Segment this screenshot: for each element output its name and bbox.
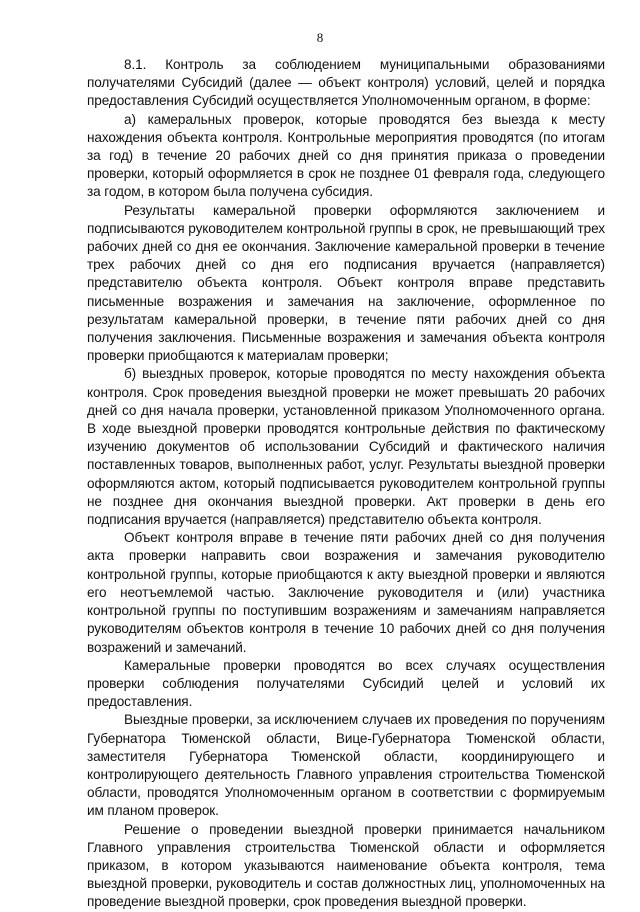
paragraph-objections: Объект контроля вправе в течение пяти рабочих дней со дня получения акта проверки направить свои возражения и замечания руководителю контрольной группы, которые приобщаются к акту выездной проверки и являются его неотъемлемой частью. Заключение руководителя и (или) участника контрольной группы по поступившим возражениям и замечаниям направляется руководителям объектов контроля в течение 10 рабочих дней со дня получения возражений и замечаний. <box>87 530 605 655</box>
paragraph-field-audit-decision: Решение о проведении выездной проверки принимается начальником Главного управления строительства Тюменской области и оформляется приказом, в котором указываются наименование объекта контроля, тема выездной проверки, руководитель и состав должностных лиц, уполномоченных на проведение выездной проверки, срок проведения выездной проверки. <box>87 821 605 910</box>
paragraph-field-audit-plan: Выездные проверки, за исключением случаев их проведения по поручениям Губернатора Тюменской области, Вице-Губернатора Тюменской области, заместителя Губернатора Тюменской области, координирующего и контролирующего деятельность Главного управления строительства Тюменской области, проводятся Уполномоченным органом в соответствии с формируемым им планом проверок. <box>87 712 605 819</box>
document-body <box>87 56 605 912</box>
paragraph-desk-audit-scope: Камеральные проверки проводятся во всех случаях осуществления проверки соблюдения получателями Субсидий целей и условий их предоставления. <box>87 657 605 710</box>
paragraph-field-audits: б) выездных проверок, которые проводятся по месту нахождения объекта контроля. Срок проведения выездной проверки не может превышать 20 рабочих дней со дня начала проверки, установленной приказом Уполномоченного органа. В ходе выездной проверки проводятся контрольные действия по фактическому изучению документов об использовании Субсидий и фактического наличия поставленных товаров, выполненных работ, услуг. Результаты выездной проверки оформляются актом, который подписывается руководителем контрольной группы не позднее дня окончания выездной проверки. Акт проверки в день его подписания вручается (направляется) представителю объекта контроля. <box>87 366 605 528</box>
page-number: 8 <box>316 30 324 45</box>
paragraph-8-1: 8.1. Контроль за соблюдением муниципальными образованиями получателями Субсидий (далее — объект контроля) условий, целей и порядка предоставления Субсидий осуществляется Уполномоченным органом, в форме: <box>87 57 605 109</box>
paragraph-desk-audits: а) камеральных проверок, которые проводятся без выезда к месту нахождения объекта контроля. Контрольные мероприятия проводятся (по итогам за год) в течение 20 рабочих дней со дня принятия приказа о проведении проверки, который оформляется в срок не позднее 01 февраля года, следующего за годом, в котором была получена субсидия. <box>87 111 605 200</box>
paragraph-desk-audit-results: Результаты камеральной проверки оформляются заключением и подписываются руководителем контрольной группы в срок, не превышающий трех рабочих дней со дня ее окончания. Заключение камеральной проверки в течение трех рабочих дней со дня его подписания вручается (направляется) представителю объекта контроля. Объект контроля вправе представить письменные возражения и замечания на заключение, оформленное по результатам камеральной проверки, в течение пяти рабочих дней со дня получения заключения. Письменные возражения и замечания объекта контроля проверки приобщаются к материалам проверки; <box>87 202 605 364</box>
